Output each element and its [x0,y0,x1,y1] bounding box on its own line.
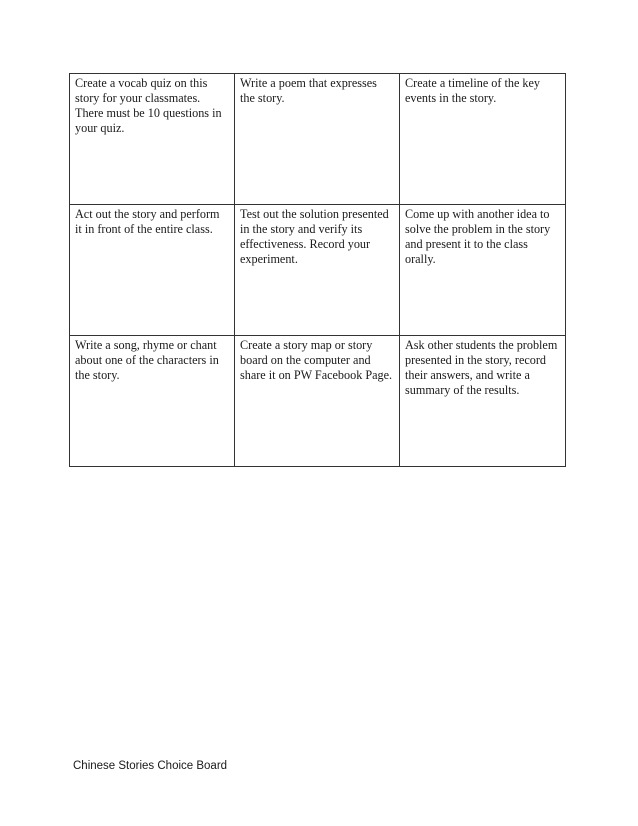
choice-board-row-3 [70,336,566,467]
choice-cell-song: Write a song, rhyme or chant about one of the characters in the story. [70,336,235,467]
choice-cell-act-out: Act out the story and perform it in front of the entire class. [70,205,235,336]
choice-cell-timeline: Create a timeline of the key events in the story. [400,74,566,205]
choice-cell-vocab-quiz: Create a vocab quiz on this story for your classmates. There must be 10 questions in your quiz. [70,74,235,205]
choice-cell-story-map: Create a story map or story board on the computer and share it on PW Facebook Page. [235,336,400,467]
choice-cell-test-solution: Test out the solution presented in the story and verify its effectiveness. Record your experiment. [235,205,400,336]
choice-cell-survey: Ask other students the problem presented in the story, record their answers, and write a summary of the results. [400,336,566,467]
choice-cell-poem: Write a poem that expresses the story. [235,74,400,205]
choice-cell-another-idea: Come up with another idea to solve the problem in the story and present it to the class orally. [400,205,566,336]
choice-board-row-1 [70,74,566,205]
page-footer: Chinese Stories Choice Board [73,760,228,772]
choice-board-row-2 [70,205,566,336]
choice-board-table [69,73,566,467]
